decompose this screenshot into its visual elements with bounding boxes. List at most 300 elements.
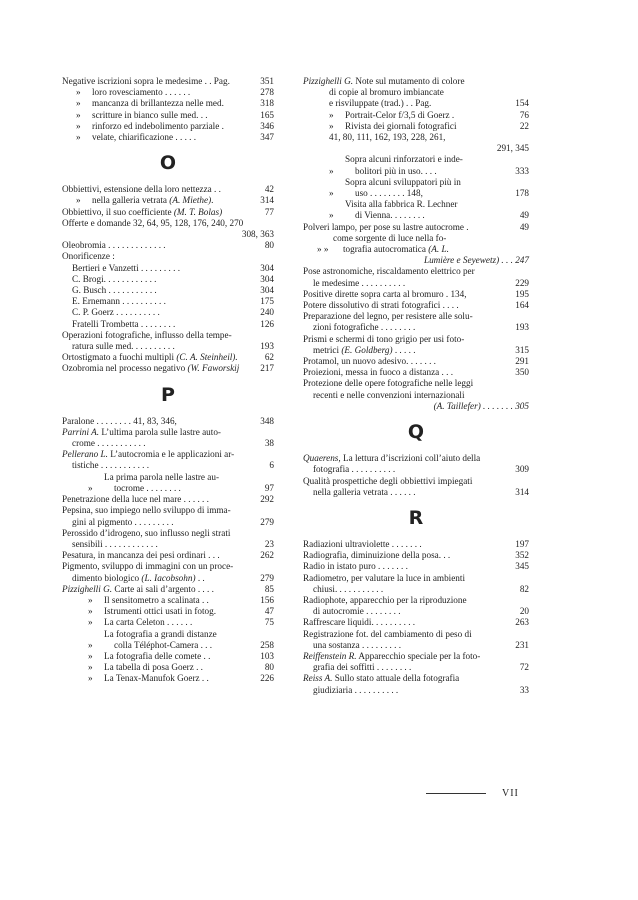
entry-author: Quaerens,: [303, 453, 341, 464]
entry-text: [345, 199, 517, 221]
index-entry: [62, 184, 274, 195]
page-number: 156: [260, 594, 274, 605]
page-number: 291: [515, 356, 529, 367]
page-number: 103: [260, 650, 274, 661]
page-number: 263: [515, 617, 529, 628]
page-number: 348: [260, 415, 274, 426]
entry-title: Radiografia, diminuizione della posa. . .: [303, 550, 451, 561]
entry-title: loro rovesciamento . . . . . .: [92, 87, 191, 98]
entry-text: [303, 617, 512, 628]
entry-text: [303, 561, 512, 572]
entry-text: [104, 595, 257, 606]
page-number: 20: [519, 606, 529, 617]
entry-text: [329, 98, 512, 109]
entry-title: Sullo stato attuale della fotografia: [334, 673, 460, 684]
entry-author: Pizzighelli G.: [62, 583, 113, 594]
page-number: 279: [260, 572, 274, 583]
page-number: 231: [515, 639, 529, 650]
entry-text: [104, 673, 257, 684]
index-entry: [62, 494, 274, 505]
entry-continuation: [303, 322, 512, 333]
entry-text: [345, 154, 512, 176]
page-number: 154: [515, 98, 529, 109]
index-entry: [62, 195, 274, 206]
entry-title: C. P. Goerz . . . . . . . . . .: [72, 307, 160, 318]
index-entry: [303, 289, 529, 300]
index-entry: [62, 629, 274, 651]
entry-text: [72, 307, 257, 318]
entry-title: Registrazione fot. del cambiamento di peso di: [303, 628, 472, 639]
entry-title: La carta Celeton . . . . . .: [104, 617, 193, 628]
entry-title: Pesatura, in mancanza dei pesi ordinari . . .: [62, 550, 220, 561]
entry-title: di copie al bromuro imbiancate: [329, 87, 444, 98]
entry-text: [329, 132, 526, 143]
page-number: 22: [519, 120, 529, 131]
entry-continuation: [62, 573, 257, 584]
entry-title: Radio in istato puro . . . . . . .: [303, 561, 408, 572]
ditto-marker: »: [329, 210, 334, 221]
index-entry: [303, 453, 529, 475]
entry-text: [303, 76, 526, 87]
page-number: 126: [260, 318, 274, 329]
index-entry: [62, 505, 274, 527]
entry-title: Potere dissolutivo di strati fotografici . . . .: [303, 300, 459, 311]
entry-text: [72, 296, 257, 307]
entry-continuation: [62, 341, 257, 352]
entry-title: Carte ai sali d’argento . . . .: [114, 583, 214, 594]
entry-title: La fotografia a grandi distanze: [104, 628, 217, 639]
entry-title: Il sensitometro a scalinata . .: [104, 594, 209, 605]
entry-text: [303, 629, 512, 651]
entry-title: Rivista dei giornali fotografici: [345, 120, 457, 131]
entry-author: Parrini A.: [62, 426, 100, 437]
entry-continuation: [345, 210, 517, 221]
index-entry: [303, 629, 529, 651]
entry-text: [303, 356, 512, 367]
page-number: 333: [515, 165, 529, 176]
index-entry: [62, 121, 274, 132]
ditto-marker: »: [88, 673, 93, 684]
entry-title: rinforzo ed indebolimento parziale .: [92, 120, 224, 131]
index-entry: [303, 177, 529, 199]
entry-title: come sorgente di luce nella fo-: [333, 232, 447, 243]
index-continuation: (A. Taillefer) . . . . . . . 305: [433, 400, 529, 411]
ditto-marker: » »: [317, 244, 329, 255]
index-entry: [62, 110, 274, 121]
right-column: [303, 76, 529, 696]
continuation-text: di autocromie . . . . . . . .: [313, 606, 401, 617]
page-number: 175: [260, 296, 274, 307]
entry-title: Offerte e domande 32, 64, 95, 128, 176, 240, 270: [62, 217, 244, 228]
page-number: 352: [515, 550, 529, 561]
entry-title: Istrumenti ottici usati in fotog.: [104, 606, 217, 617]
entry-text: [345, 110, 517, 121]
continuation-text: di Vienna. . . . . . . .: [355, 210, 425, 221]
index-entry: [62, 87, 274, 98]
entry-title: E. Ernemann . . . . . . . . . .: [72, 296, 166, 307]
page-number: 197: [515, 538, 529, 549]
entry-text: [72, 319, 257, 330]
index-entry: [62, 595, 274, 606]
index-entry: [303, 266, 529, 288]
entry-text: [303, 651, 517, 673]
entry-text: [104, 606, 262, 617]
page-number: 346: [260, 120, 274, 131]
page-number: 304: [260, 285, 274, 296]
page-number: 350: [515, 367, 529, 378]
index-entry: [62, 307, 274, 318]
index-continuation: 308, 363: [241, 229, 274, 240]
page-number: 292: [260, 494, 274, 505]
entry-text: [62, 494, 257, 505]
page-number: 82: [519, 583, 529, 594]
continuation-text: tistiche . . . . . . . . . . .: [72, 460, 150, 471]
index-entry: [303, 132, 529, 143]
entry-title: Paralone . . . . . . . . 41, 83, 346,: [62, 415, 177, 426]
entry-continuation: [303, 685, 517, 696]
entry-continuation: [104, 483, 262, 494]
page-number: 309: [515, 464, 529, 475]
entry-title: Pepsina, suo impiego nello sviluppo di imma-: [62, 505, 231, 516]
index-entry: [62, 617, 274, 628]
entry-title: Raffrescare liquidi. . . . . . . . . .: [303, 617, 416, 628]
ditto-marker: »: [76, 120, 81, 131]
ditto-marker: »: [88, 594, 93, 605]
entry-title: Sopra alcuni rinforzatori e inde-: [345, 154, 463, 165]
entry-title: Onorificenze :: [62, 251, 115, 262]
index-entry: [303, 651, 529, 673]
entry-author: (M. T. Bolas): [173, 206, 223, 217]
page-number: 314: [515, 486, 529, 497]
entry-text: [303, 453, 512, 475]
index-entry: [303, 311, 529, 333]
index-entry: [62, 427, 274, 449]
continuation-text: dimento biologico: [72, 572, 140, 583]
entry-text: [62, 449, 266, 471]
index-entry: [62, 218, 274, 229]
index-continuation: 291, 345: [496, 143, 529, 154]
entry-title: Radiometro, per valutare la luce in ambienti: [303, 572, 465, 583]
section-letter: P: [161, 383, 175, 406]
index-entry: [62, 352, 274, 363]
ditto-marker: »: [329, 165, 334, 176]
continuation-text: le medesime . . . . . . . . . .: [313, 277, 406, 288]
page-number: 164: [515, 300, 529, 311]
entry-continuation: [62, 460, 266, 471]
entry-title: La tabella di posa Goerz . .: [104, 662, 203, 673]
ditto-marker: »: [329, 188, 334, 199]
entry-text: [92, 195, 257, 206]
page-number: 165: [260, 109, 274, 120]
entry-text: [104, 651, 257, 662]
page-number: 318: [260, 98, 274, 109]
page-number: 351: [260, 76, 274, 86]
entry-title: e risviluppate (trad.) . . Pag.: [329, 98, 432, 109]
continuation-text: metrici: [313, 344, 340, 355]
ditto-marker: »: [76, 109, 81, 120]
entry-title: Radiophote, apparecchio per la riproduzione: [303, 594, 467, 605]
continuation-author: (L. Iacobsohn): [141, 572, 196, 583]
ditto-marker: »: [76, 87, 81, 98]
entry-text: [62, 528, 262, 550]
index-entry: [303, 110, 529, 121]
entry-author: Pizzighelli G.: [303, 76, 354, 86]
entry-title: Perossido d’idrogeno, suo influsso negli strati: [62, 527, 231, 538]
entry-text: [303, 476, 512, 498]
entry-text: [303, 300, 512, 311]
index-entry: [303, 222, 529, 233]
entry-title: Operazioni fotografiche, influsso della tempe-: [62, 329, 232, 340]
page-number: 38: [264, 438, 274, 449]
page-number: 72: [519, 662, 529, 673]
continuation-text: gini al pigmento . . . . . . . . .: [72, 516, 174, 527]
entry-text: [62, 427, 262, 449]
index-entry: [62, 550, 274, 561]
entry-text: [62, 505, 257, 527]
entry-title: Protezione delle opere fotografiche nelle leggi: [303, 378, 474, 389]
page-number: 193: [515, 322, 529, 333]
page-number: 193: [260, 341, 274, 352]
page-footer: [426, 788, 519, 799]
index-entry: [62, 263, 274, 274]
continuation-author: (A. L.: [428, 244, 449, 255]
entry-title: Protamol, un nuovo adesivo. . . . . . .: [303, 356, 436, 367]
entry-title: Fratelli Trombetta . . . . . . . .: [72, 318, 176, 329]
entry-text: [62, 416, 257, 427]
entry-continuation: [345, 188, 512, 199]
entry-text: [303, 378, 526, 400]
continuation-tail: . . . . .: [392, 344, 416, 355]
page-number: 62: [264, 352, 274, 363]
entry-continuation: [303, 606, 517, 617]
entry-title: Prismi e schermi di tono grigio per usi foto-: [303, 333, 465, 344]
index-entry: [62, 449, 274, 471]
page-number: 49: [519, 210, 529, 221]
entry-title: La lettura d’iscrizioni coll’aiuto della: [342, 453, 481, 464]
entry-text: [62, 561, 257, 583]
entry-text: [303, 550, 512, 561]
entry-title: Ozobromia nel processo negativo: [62, 363, 186, 374]
entry-title: nella galleria vetrata: [92, 195, 167, 206]
index-entry: [303, 595, 529, 617]
entry-text: [104, 629, 257, 651]
entry-text: [303, 289, 512, 300]
entry-continuation: [303, 487, 512, 498]
entry-continuation: [303, 662, 517, 673]
index-entry: [62, 207, 274, 218]
entry-author: Reiss A.: [303, 673, 333, 684]
page-number: 178: [515, 188, 529, 199]
entry-text: [72, 285, 257, 296]
ditto-marker: »: [76, 195, 81, 206]
entry-text: [303, 367, 512, 378]
entry-author: (A. Miethe): [169, 195, 212, 206]
entry-text: [345, 177, 512, 199]
entry-title: La fotografia delle comete . .: [104, 650, 211, 661]
entry-title: mancanza di brillantezza nelle med.: [92, 98, 224, 109]
page-number: 229: [515, 277, 529, 288]
index-entry: [303, 98, 529, 109]
entry-text: [104, 472, 262, 494]
section-letter: O: [159, 152, 177, 175]
entry-text: [92, 132, 257, 143]
index-entry: [303, 233, 529, 255]
continuation-text: una sostanza . . . . . . . . .: [313, 639, 402, 650]
entry-text: [62, 218, 271, 229]
entry-text: [303, 595, 517, 617]
index-entry: [62, 606, 274, 617]
ditto-marker: »: [88, 650, 93, 661]
continuation-text: chiusi. . . . . . . . . . .: [313, 583, 384, 594]
page-number: 23: [264, 538, 274, 549]
page-number: 278: [260, 87, 274, 98]
page-number: 262: [260, 550, 274, 561]
continuation-text: tografia autocromatica: [343, 244, 426, 255]
entry-text: [62, 207, 262, 218]
page-number: 304: [260, 273, 274, 284]
ditto-marker: »: [88, 482, 93, 493]
page-number: 33: [519, 684, 529, 695]
section-letter: R: [408, 506, 424, 529]
entry-title: Portrait-Celor f/3,5 di Goerz .: [345, 109, 455, 120]
entry-text: [62, 584, 262, 595]
entry-title: Obbiettivi, estensione della loro nettezza . .: [62, 184, 221, 195]
continuation-text: ratura sulle med. . . . . . . . . .: [72, 341, 175, 352]
entry-title: C. Brogi. . . . . . . . . . . .: [72, 273, 157, 284]
continuation-text: tocrome . . . . . . . .: [114, 482, 181, 493]
continuation-tail: . .: [195, 572, 205, 583]
entry-text: [92, 87, 257, 98]
continuation-text: crome . . . . . . . . . . .: [72, 438, 146, 449]
entry-title: Penetrazione della luce nel mare . . . . . .: [62, 494, 209, 505]
page-number: 80: [264, 240, 274, 251]
entry-text: [329, 87, 526, 98]
index-entry: [62, 319, 274, 330]
entry-title: La prima parola nelle lastre au-: [104, 471, 220, 482]
index-entry: [303, 87, 529, 98]
page-number: 258: [260, 639, 274, 650]
entry-continuation: [345, 166, 512, 177]
index-entry: [62, 98, 274, 109]
index-entry: [62, 240, 274, 251]
entry-text: [62, 550, 257, 561]
index-entry: [303, 573, 529, 595]
entry-title: Sopra alcuni sviluppatori più in: [345, 176, 461, 187]
entry-text: [62, 240, 262, 251]
page-numeral: VII: [502, 788, 519, 799]
entry-continuation: [303, 584, 517, 595]
continuation-text: nella galleria vetrata . . . . . .: [313, 486, 416, 497]
index-entry: [303, 121, 529, 132]
entry-title: Pigmento, sviluppo di immagini con un proce-: [62, 561, 234, 572]
continuation-text: giudiziaria . . . . . . . . . .: [313, 684, 399, 695]
entry-text: [62, 184, 262, 195]
index-entry: [303, 378, 529, 400]
entry-title: Pose astronomiche, riscaldamento elettrico per: [303, 266, 475, 277]
continuation-author: (E. Goldberg): [341, 344, 393, 355]
entry-text: [303, 311, 512, 333]
entry-text: [303, 334, 512, 356]
left-column: [62, 76, 274, 685]
page-number: 97: [264, 482, 274, 493]
page-number: 47: [264, 606, 274, 617]
entry-text: [303, 573, 517, 595]
index-entry: [62, 132, 274, 143]
entry-title: Polveri lampo, per pose su lastre autocrome .: [303, 221, 469, 232]
ditto-marker: »: [329, 120, 334, 131]
entry-continuation: [62, 438, 262, 449]
continuation-text: zioni fotografiche . . . . . . . .: [313, 322, 416, 333]
ditto-marker: »: [88, 617, 93, 628]
ditto-marker: »: [76, 132, 81, 143]
continuation-text: bolitori più in uso. . . .: [355, 165, 437, 176]
page-number: 314: [260, 195, 274, 206]
continuation-text: fotografia . . . . . . . . . .: [313, 464, 396, 475]
index-entry: [303, 199, 529, 221]
entry-continuation: [333, 244, 526, 255]
ditto-marker: »: [88, 662, 93, 673]
entry-tail: .: [211, 195, 214, 206]
entry-author: Pellerano L.: [62, 449, 108, 460]
entry-continuation: [303, 464, 512, 475]
entry-title: Preparazione del legno, per resistere alle solu-: [303, 311, 473, 322]
entry-text: [303, 673, 517, 695]
entry-title: Apparecchio speciale per la foto-: [358, 650, 481, 661]
page-number: 6: [269, 460, 274, 471]
index-entry: [62, 274, 274, 285]
page-number: 76: [519, 109, 529, 120]
page-number: 345: [515, 561, 529, 572]
index-entry: [62, 416, 274, 427]
entry-continuation: [62, 517, 257, 528]
index-entry: [62, 285, 274, 296]
entry-title: Ortostigmato a fuochi multipli: [62, 352, 175, 363]
entry-title: Negative iscrizioni sopra le medesime . . Pag.: [62, 76, 230, 86]
entry-text: [72, 263, 257, 274]
entry-continuation: [303, 390, 526, 401]
entry-text: [62, 330, 257, 352]
index-entry: [303, 334, 529, 356]
page-number: 49: [519, 221, 529, 232]
page-number: 304: [260, 262, 274, 273]
entry-continuation: [303, 278, 512, 289]
index-entry: [303, 356, 529, 367]
ditto-marker: »: [88, 606, 93, 617]
entry-text: [303, 222, 517, 233]
entry-title: Bertieri e Vanzetti . . . . . . . . .: [72, 262, 181, 273]
index-entry: [62, 296, 274, 307]
index-entry: [303, 367, 529, 378]
continuation-text: colla Téléphot-Camera . . .: [114, 639, 213, 650]
entry-text: [104, 617, 262, 628]
page-number: 77: [264, 206, 274, 217]
index-entry: [303, 561, 529, 572]
entry-text: [104, 662, 262, 673]
index-entry: [62, 251, 274, 262]
entry-title: Note sul mutamento di colore: [355, 76, 465, 86]
entry-title: 41, 80, 111, 162, 193, 228, 261,: [329, 132, 446, 143]
entry-text: [303, 266, 512, 288]
ditto-marker: »: [329, 109, 334, 120]
entry-title: Positive dirette sopra carta al bromuro . 134,: [303, 288, 467, 299]
section-letter: Q: [407, 421, 425, 444]
entry-author: Reiffenstein R.: [303, 650, 357, 661]
ditto-marker: »: [88, 639, 93, 650]
index-entry: [303, 673, 529, 695]
entry-title: L’autocromia e le applicazioni ar-: [110, 449, 235, 460]
index-entry: [303, 476, 529, 498]
ditto-marker: »: [76, 98, 81, 109]
